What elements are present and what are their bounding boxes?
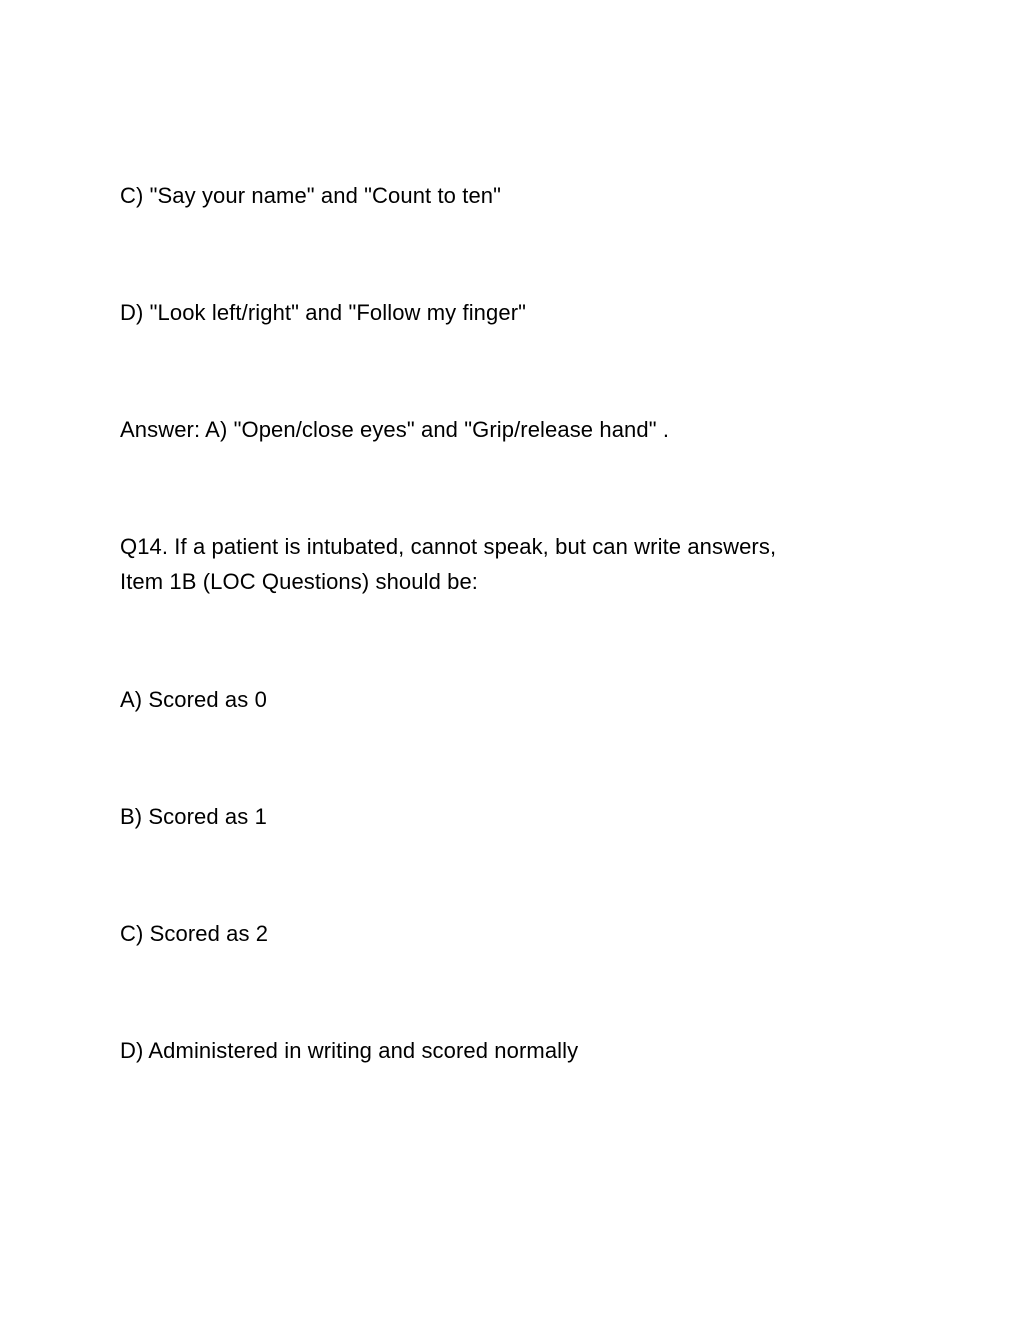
q14-question-line-1: Q14. If a patient is intubated, cannot speak, but can write answers, [120, 534, 777, 559]
q14-option-a: A) Scored as 0 [120, 687, 267, 712]
previous-answer: Answer: A) "Open/close eyes" and "Grip/release hand" . [120, 417, 670, 442]
previous-option-c: C) "Say your name" and "Count to ten" [120, 183, 502, 208]
q14-option-d: D) Administered in writing and scored normally [120, 1038, 579, 1063]
q14-option-c: C) Scored as 2 [120, 921, 269, 946]
q14-option-b: B) Scored as 1 [120, 804, 267, 829]
previous-option-d: D) "Look left/right" and "Follow my finger" [120, 300, 527, 325]
q14-question-line-2: Item 1B (LOC Questions) should be: [120, 569, 479, 594]
